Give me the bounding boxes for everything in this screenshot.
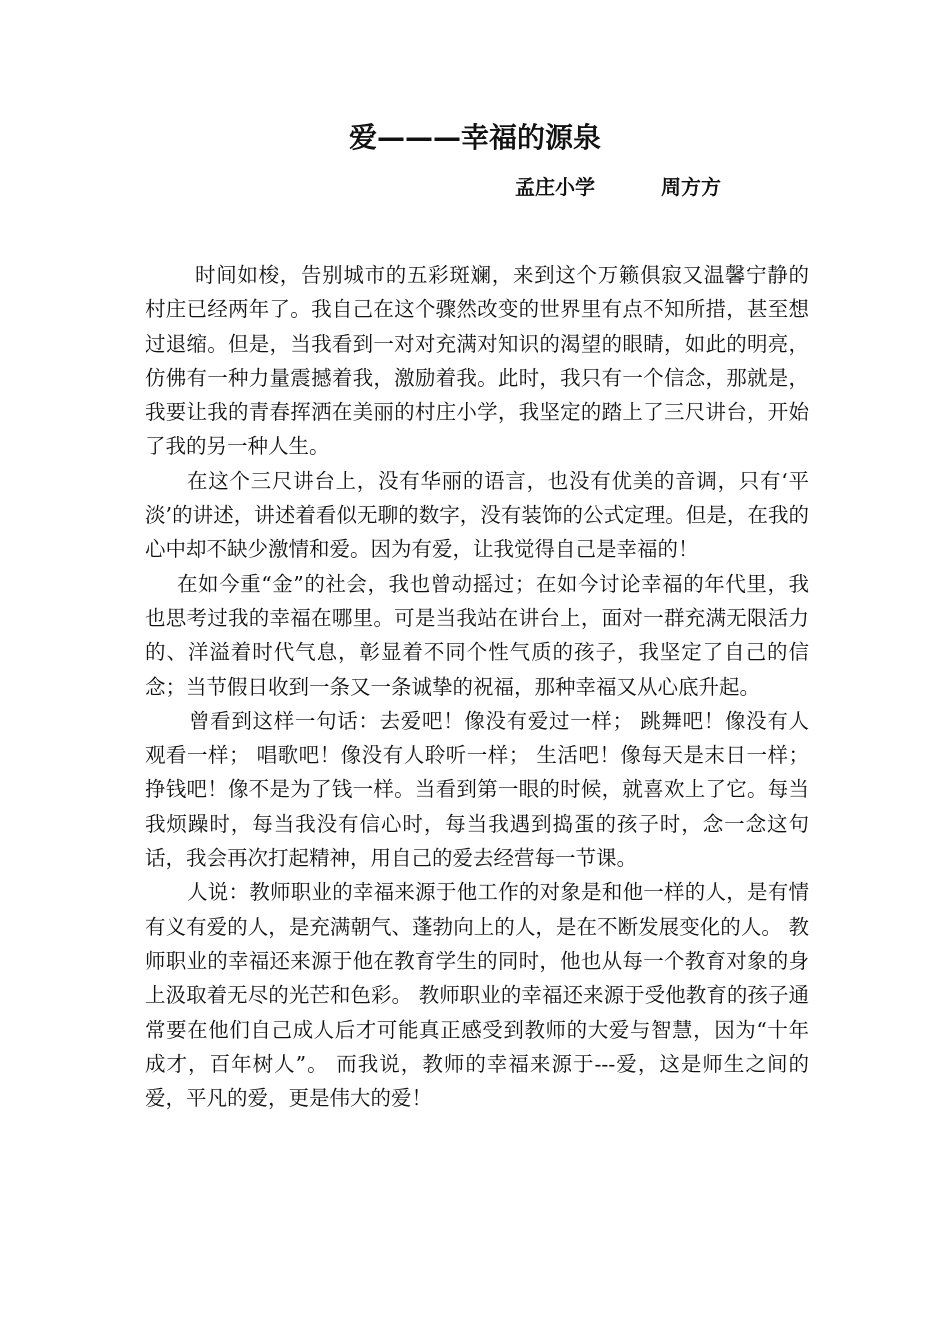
document-title: 爱———幸福的源泉 — [348, 121, 601, 154]
byline — [515, 170, 721, 204]
paragraph-1: 时间如梭，告别城市的五彩斑斓，来到这个万籁俱寂又温馨宁静的村庄已经两年了。我自己在这个骤然改变的世界里有点不知所措，甚至想过退缩。但是，当我看到一对对充满对知识的渴望的眼睛，如此的明亮，仿佛有一种力量震撼着我，激励着我。此时，我只有一个信念，那就是，我要让我的青春挥洒在美丽的村庄小学，我坚定的踏上了三尺讲台，开始了我的另一种人生。 — [145, 263, 809, 459]
paragraph-4: 曾看到这样一句话：去爱吧！像没有爱过一样； 跳舞吧！像没有人观看一样； 唱歌吧！像没有人聆听一样； 生活吧！像每天是末日一样； 挣钱吧！像不是为了钱一样。当看到第一眼的时候，就喜欢上了它。每当我烦躁时，每当我没有信心时，每当我遇到捣蛋的孩子时，念一念这句话，我会再次打起精神，用自己的爱去经营每一节课。 — [145, 708, 809, 871]
author-name: 周方方 — [661, 175, 721, 199]
paragraph-3: 在如今重“金”的社会，我也曾动摇过；在如今讨论幸福的年代里，我也思考过我的幸福在哪里。可是当我站在讲台上，面对一群充满无限活力的、洋溢着时代气息，彰显着不同个性气质的孩子，我坚定了自己的信念；当节假日收到一条又一条诚挚的祝福，那种幸福又从心底升起。 — [145, 571, 809, 699]
paragraph-5: 人说：教师职业的幸福来源于他工作的对象是和他一样的人，是有情有义有爱的人，是充满朝气、蓬勃向上的人，是在不断发展变化的人。 教师职业的幸福还来源于他在教育学生的同时，他也从每一个教育对象的身上汲取着无尽的光芒和色彩。 教师职业的幸福还来源于受他教育的孩子通常要在他们自己成人后才可能真正感受到教师的大爱与智慧，因为“十年成才，百年树人”。 而我说，教师的幸福来源于---爱，这是师生之间的爱，平凡的爱，更是伟大的爱！ — [145, 880, 809, 1111]
school-name: 孟庄小学 — [515, 175, 595, 199]
article-body — [145, 258, 809, 1115]
paragraph-2: 在这个三尺讲台上，没有华丽的语言，也没有优美的音调，只有‘平淡’的讲述，讲述着看似无聊的数字，没有装饰的公式定理。但是，在我的心中却不缺少激情和爱。因为有爱，让我觉得自己是幸福的！ — [145, 468, 809, 562]
